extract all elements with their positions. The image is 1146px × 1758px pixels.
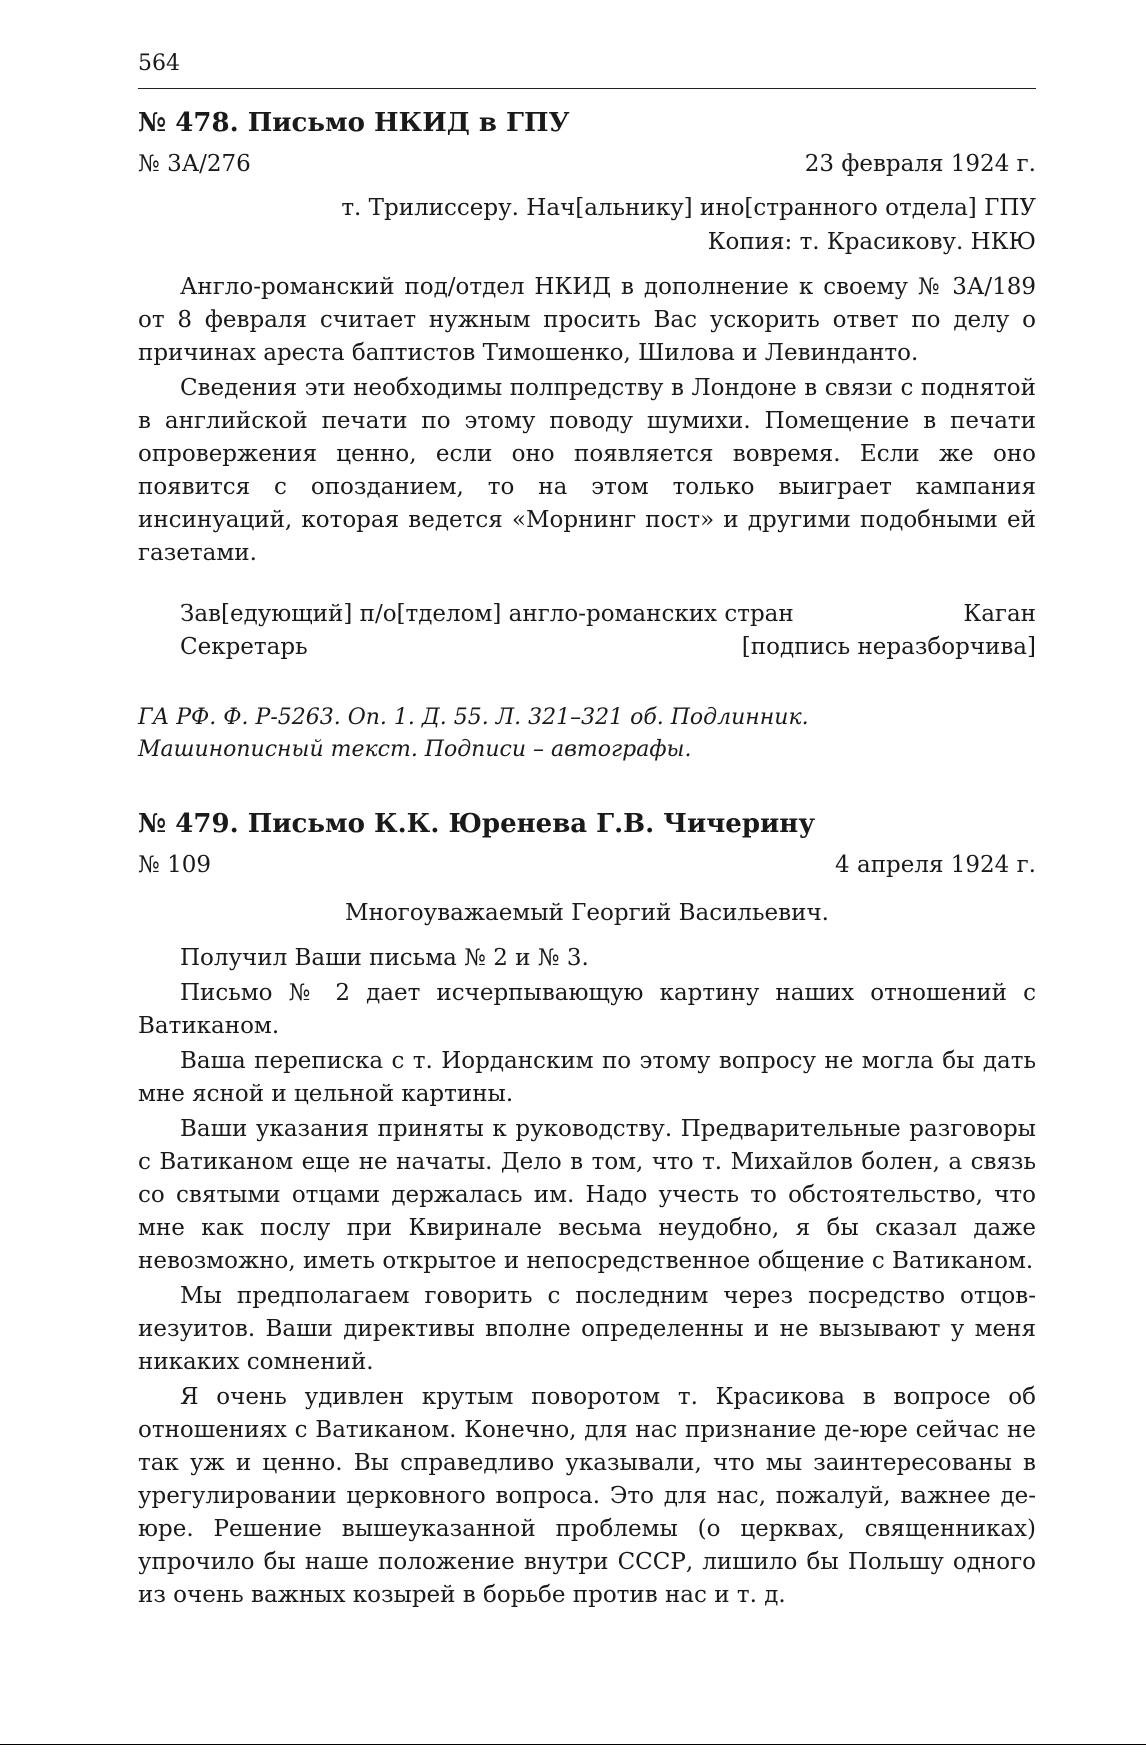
page-number: 564 [138,51,180,76]
document-meta [138,147,1036,181]
document-479 [138,806,1036,1612]
footer-rule [0,1744,1146,1745]
body-paragraph: Мы предполагаем говорить с последним через посредство отцов-иезуитов. Ваши директивы вполне определенны и не вызывают у меня никаких сомнений. [138,1283,1036,1375]
document-date: 23 февраля 1924 г. [804,151,1036,177]
header-rule [138,88,1036,89]
document-478 [138,105,1036,766]
signature-row [180,598,1036,631]
signature-block [138,598,1036,664]
document-number: № 3А/276 [138,151,251,177]
document-title: № 479. Письмо К.К. Юренева Г.В. Чичерину [138,809,815,839]
body-paragraph: Англо-романский под/отдел НКИД в дополнение к своему № 3А/189 от 8 февраля считает нужным просить Вас ускорить ответ по делу о причинах ареста баптистов Тимошенко, Шилова и Левинданто. [138,274,1036,366]
body-paragraph: Письмо № 2 дает исчерпывающую картину наших отношений с Ватиканом. [138,980,1036,1039]
body-paragraph: Ваши указания приняты к руководству. Предварительные разговоры с Ватиканом еще не начаты. Дело в том, что т. Михайлов болен, а связь со святыми отцами держалась им. Надо учесть то обстоятельство, что мне как послу при Квиринале весьма неудобно, я бы сказал даже невозможно, иметь открытое и непосредственное общение с Ватиканом. [138,1116,1036,1274]
signature-row [180,631,1036,664]
document-title: № 478. Письмо НКИД в ГПУ [138,108,570,138]
document-number: № 109 [138,852,211,878]
signature-name: Каган [963,601,1036,627]
source-line: ГА РФ. Ф. Р-5263. Оп. 1. Д. 55. Л. 321–321 об. Подлинник. [138,705,809,730]
body-paragraph: Получил Ваши письма № 2 и № 3. [180,945,589,971]
body-paragraph: Я очень удивлен крутым поворотом т. Красикова в вопросе об отношениях с Ватиканом. Конечно, для нас признание де-юре сейчас не так уж и ценно. Вы справедливо указывали, что мы заинтересованы в урегулировании церковного вопроса. Это для нас, пожалуй, важнее де-юре. Решение вышеуказанной проблемы (о церквах, священниках) упрочило бы наше положение внутри СССР, лишило бы Польшу одного из очень важных козырей в борьбе против нас и т. д. [138,1384,1036,1608]
signature-role: Зав[едующий] п/о[тделом] англо-романских стран [180,601,794,627]
body-paragraph: Сведения эти необходимы полпредству в Лондоне в связи с поднятой в английской печати по этому поводу шумихи. Помещение в печати опровержения ценно, если оно появляется вовремя. Если же оно появится с опозданием, то на этом только выиграет кампания инсинуаций, которая ведется «Морнинг пост» и другими подобными ей газетами. [138,375,1036,566]
salutation: Многоуважаемый Георгий Васильевич. [345,900,829,926]
page [138,48,1036,1614]
signature-role: Секретарь [180,634,308,660]
document-date: 4 апреля 1924 г. [835,852,1036,878]
signature-name: [подпись неразборчива] [741,634,1036,660]
addressee-line: т. Трилиссеру. Нач[альнику] ино[странного отдела] ГПУ [341,195,1036,221]
archival-source [138,702,1036,766]
source-line: Машинописный текст. Подписи – автографы. [138,737,692,762]
addressee-block [138,191,1036,259]
document-meta [138,848,1036,882]
body-paragraph: Ваша переписка с т. Иорданским по этому вопросу не могла бы дать мне ясной и цельной картины. [138,1048,1036,1107]
copy-line: Копия: т. Красикову. НКЮ [707,229,1036,255]
